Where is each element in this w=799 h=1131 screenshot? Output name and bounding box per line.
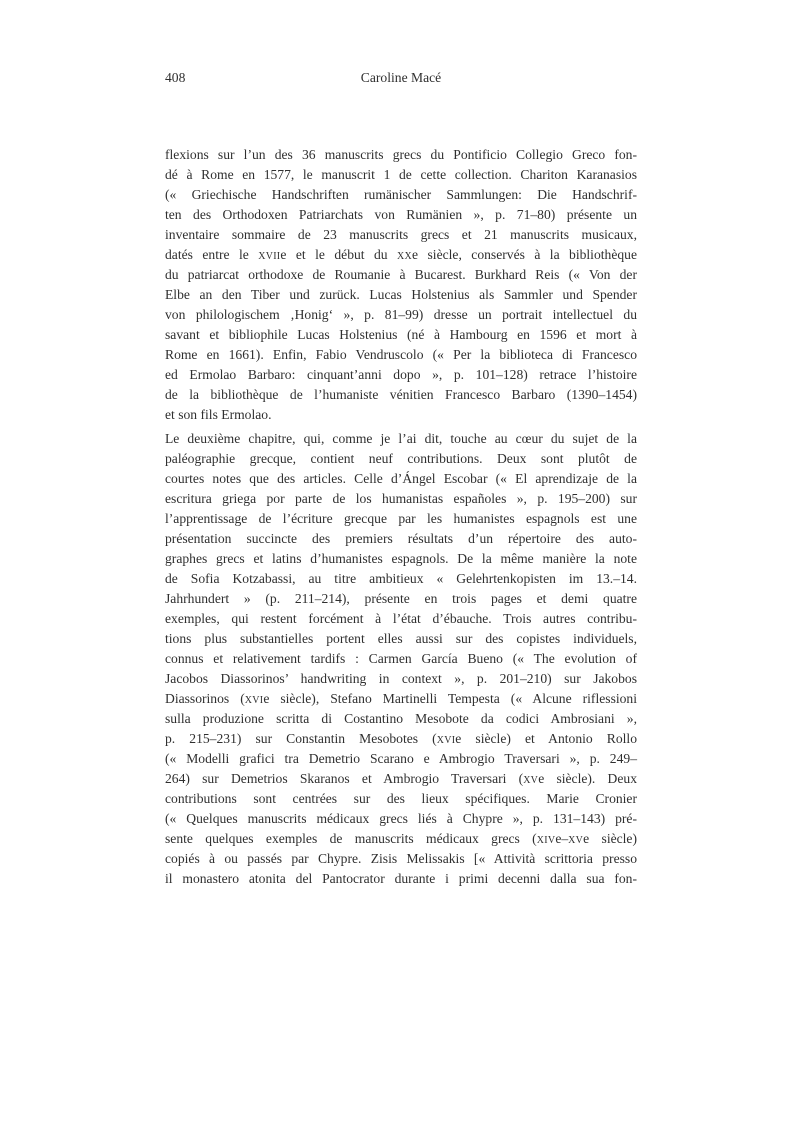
- paragraph: [165, 145, 637, 425]
- text-line: datés entre le xviie et le début du xxe siècle, conservés à la bibliothèque: [165, 247, 637, 262]
- text-line: Le deuxième chapitre, qui, comme je l’ai dit, touche au cœur du sujet de la: [165, 431, 637, 446]
- text-line: (« Modelli grafici tra Demetrio Scarano e Ambrogio Traversari », p. 249–: [165, 751, 637, 766]
- running-header: [165, 70, 637, 86]
- body-paragraphs: [165, 145, 637, 889]
- text-line: inventaire sommaire de 23 manuscrits grecs et 21 manuscrits musicaux,: [165, 227, 637, 242]
- page-number: 408: [165, 70, 186, 85]
- text-line: savant et bibliophile Lucas Holstenius (né à Hambourg en 1596 et mort à: [165, 327, 637, 342]
- text-line: sulla produzione scritta di Costantino Mesobote da codici Ambrosiani »,: [165, 711, 637, 726]
- text-line: ed Ermolao Barbaro: cinquant’anni dopo », p. 101–128) retrace l’histoire: [165, 367, 637, 382]
- text-line: escritura griega por parte de los humanistas españoles », p. 195–200) sur: [165, 491, 637, 506]
- text-line: flexions sur l’un des 36 manuscrits grecs du Pontificio Collegio Greco fon-: [165, 147, 637, 162]
- text-line: exemples, qui restent forcément à l’état d’ébauche. Trois autres contribu-: [165, 611, 637, 626]
- text-line: graphes grecs et latins d’humanistes espagnols. De la même manière la note: [165, 551, 637, 566]
- text-line: du patriarcat orthodoxe de Roumanie à Bucarest. Burkhard Reis (« Von der: [165, 267, 637, 282]
- text-line: Diassorinos (xvie siècle), Stefano Martinelli Tempesta (« Alcune riflessioni: [165, 691, 638, 706]
- text-line: von philologischem ‚Honig‘ », p. 81–99) dresse un portrait intellectuel du: [165, 307, 637, 322]
- text-line: paléographie grecque, contient neuf contributions. Deux sont plutôt de: [165, 451, 637, 466]
- text-line: p. 215–231) sur Constantin Mesobotes (xvie siècle) et Antonio Rollo: [165, 731, 637, 746]
- text-line: (« Griechische Handschriften rumänischer Sammlungen: Die Handschrif-: [165, 187, 637, 202]
- text-line: de la bibliothèque de l’humaniste vénitien Francesco Barbaro (1390–1454): [165, 387, 637, 402]
- text-line: l’apprentissage de l’écriture grecque par les humanistes espagnols est une: [165, 511, 637, 526]
- text-line: Elbe an den Tiber und zurück. Lucas Holstenius als Sammler und Spender: [165, 287, 637, 302]
- text-line: ten des Orthodoxen Patriarchats von Rumänien », p. 71–80) présente un: [165, 207, 637, 222]
- text-line: Rome en 1661). Enfin, Fabio Vendruscolo (« Per la biblioteca di Francesco: [165, 347, 637, 362]
- text-line: de Sofia Kotzabassi, au titre ambitieux « Gelehrtenkopisten im 13.–14.: [165, 571, 637, 586]
- text-line: courtes notes que des articles. Celle d’Ángel Escobar (« El aprendizaje de la: [165, 471, 637, 486]
- text-line: (« Quelques manuscrits médicaux grecs liés à Chypre », p. 131–143) pré-: [165, 811, 637, 826]
- running-head-author: Caroline Macé: [360, 70, 442, 85]
- text-line: sente quelques exemples de manuscrits médicaux grecs (xive–xve siècle): [165, 831, 637, 846]
- text-line: contributions sont centrées sur des lieux spécifiques. Marie Cronier: [165, 791, 637, 806]
- text-line: présentation succincte des premiers résultats d’un répertoire des auto-: [165, 531, 637, 546]
- text-line: et son fils Ermolao.: [165, 407, 272, 422]
- text-line: copiés à ou passés par Chypre. Zisis Melissakis [« Attività scrittoria presso: [165, 851, 637, 866]
- text-line: 264) sur Demetrios Skaranos et Ambrogio Traversari (xve siècle). Deux: [165, 771, 637, 786]
- text-line: Jacobos Diassorinos’ handwriting in context », p. 201–210) sur Jakobos: [165, 671, 637, 686]
- text-line: dé à Rome en 1577, le manuscrit 1 de cette collection. Chariton Karanasios: [165, 167, 637, 182]
- text-line: tions plus substantielles portent elles aussi sur des copistes individuels,: [165, 631, 637, 646]
- text-line: il monastero atonita del Pantocrator durante i primi decenni dalla sua fon-: [165, 871, 637, 886]
- text-line: connus et relativement tardifs : Carmen García Bueno (« The evolution of: [165, 651, 637, 666]
- paragraph: [165, 429, 637, 889]
- text-line: Jahrhundert » (p. 211–214), présente en trois pages et demi quatre: [165, 591, 637, 606]
